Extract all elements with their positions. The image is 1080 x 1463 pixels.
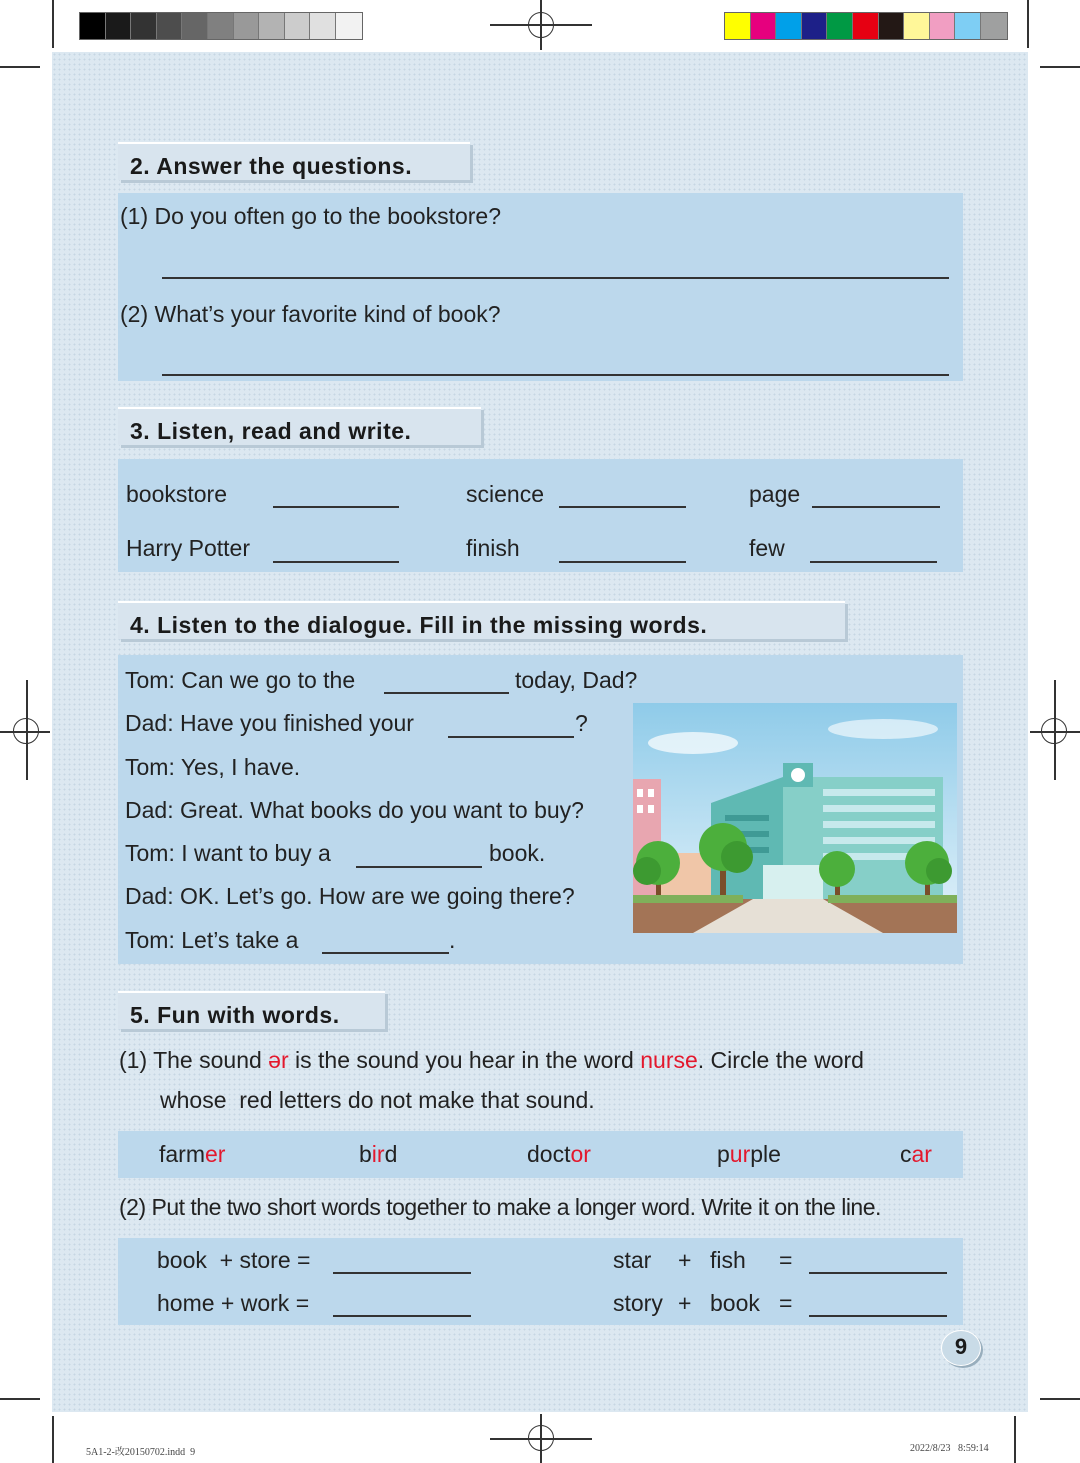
- grayscale-swatch: [336, 13, 362, 39]
- compound-2: home + work =: [157, 1290, 310, 1316]
- word-red-letters: ar: [911, 1141, 932, 1167]
- word-choice-3[interactable]: [527, 1141, 591, 1168]
- dialogue-line-1a: Tom: Can we go to the: [125, 667, 356, 693]
- blank-line[interactable]: [809, 1315, 947, 1317]
- answer-line-1[interactable]: [162, 277, 949, 279]
- grayscale-swatch: [234, 13, 260, 39]
- blank-line[interactable]: [333, 1272, 471, 1274]
- instruction-text: . Circle the word: [697, 1047, 864, 1073]
- word-science: science: [466, 481, 544, 507]
- compound-3-word-a: star: [613, 1247, 652, 1273]
- blank-line[interactable]: [322, 952, 449, 954]
- color-swatch: [930, 13, 956, 39]
- blank-line[interactable]: [809, 1272, 947, 1274]
- crop-mark: [0, 66, 40, 68]
- blank-line[interactable]: [559, 561, 686, 563]
- grayscale-swatch: [80, 13, 106, 39]
- dialogue-line-7a: Tom: Let’s take a: [125, 927, 299, 953]
- color-swatch: [827, 13, 853, 39]
- instruction-text: (1) The sound: [119, 1047, 269, 1073]
- word-finish: finish: [466, 535, 520, 561]
- dialogue-line-4: Dad: Great. What books do you want to buy?: [125, 797, 584, 823]
- crop-mark: [52, 1416, 54, 1463]
- instruction-2: (2) Put the two short words together to make a longer word. Write it on the line.: [119, 1194, 881, 1220]
- compound-4-word-b: book: [710, 1290, 760, 1316]
- crop-mark: [52, 0, 54, 48]
- grayscale-swatch: [157, 13, 183, 39]
- compound-3-word-b: fish: [710, 1247, 746, 1273]
- color-swatch: [725, 13, 751, 39]
- word-choice-4[interactable]: [717, 1141, 781, 1168]
- word-harry-potter: Harry Potter: [126, 535, 250, 561]
- color-swatch: [879, 13, 905, 39]
- crop-mark: [1014, 1416, 1016, 1463]
- section-4-heading: 4. Listen to the dialogue. Fill in the missing words.: [118, 601, 845, 639]
- word-choice-5[interactable]: [900, 1141, 932, 1168]
- example-word: nurse: [640, 1047, 698, 1073]
- compound-3-plus: +: [678, 1247, 692, 1273]
- question-1: (1) Do you often go to the bookstore?: [120, 203, 502, 229]
- word-few: few: [749, 535, 785, 561]
- blank-line[interactable]: [356, 866, 482, 868]
- dialogue-line-7b: .: [449, 927, 456, 953]
- blank-line[interactable]: [810, 561, 937, 563]
- word-part: b: [359, 1141, 372, 1167]
- section-2-heading: 2. Answer the questions.: [118, 142, 470, 180]
- word-bookstore: bookstore: [126, 481, 228, 507]
- word-red-letters: or: [570, 1141, 591, 1167]
- color-swatch: [776, 13, 802, 39]
- dialogue-line-2a: Dad: Have you finished your: [125, 710, 414, 736]
- blank-line[interactable]: [273, 561, 399, 563]
- grayscale-swatch: [259, 13, 285, 39]
- compound-4-word-a: story: [613, 1290, 663, 1316]
- word-red-letters: ur: [729, 1141, 751, 1167]
- page-number: 9: [954, 1334, 968, 1359]
- color-swatch: [751, 13, 777, 39]
- word-red-letters: ir: [371, 1141, 385, 1167]
- word-part: doct: [527, 1141, 571, 1167]
- grayscale-swatch: [182, 13, 208, 39]
- word-red-letters: er: [205, 1141, 226, 1167]
- sound-symbol: ər: [268, 1047, 289, 1073]
- crop-mark: [0, 1398, 40, 1400]
- word-part: ple: [750, 1141, 781, 1167]
- crop-mark: [1040, 66, 1080, 68]
- color-swatch: [904, 13, 930, 39]
- word-part: c: [900, 1141, 912, 1167]
- bookstore-illustration: [633, 703, 957, 933]
- crop-mark: [1027, 0, 1029, 48]
- color-swatch: [981, 13, 1007, 39]
- footer-file-info: 5A1-2-改20150702.indd 9: [86, 1447, 196, 1458]
- answer-line-2[interactable]: [162, 374, 949, 376]
- grayscale-swatch: [106, 13, 132, 39]
- color-swatch: [955, 13, 981, 39]
- dialogue-line-6: Dad: OK. Let’s go. How are we going there?: [125, 883, 575, 909]
- footer-timestamp: 2022/8/23 8:59:14: [910, 1443, 989, 1454]
- blank-line[interactable]: [384, 692, 509, 694]
- blank-line[interactable]: [333, 1315, 471, 1317]
- grayscale-swatch: [208, 13, 234, 39]
- grayscale-bar: [79, 12, 363, 40]
- dialogue-line-2b: ?: [575, 710, 588, 736]
- instruction-1-line-2: whose red letters do not make that sound.: [160, 1087, 595, 1113]
- compound-1: book + store =: [157, 1247, 311, 1273]
- compound-4-plus: +: [678, 1290, 692, 1316]
- word-choice-2[interactable]: [359, 1141, 397, 1168]
- grayscale-swatch: [131, 13, 157, 39]
- grayscale-swatch: [310, 13, 336, 39]
- word-choice-1[interactable]: [159, 1141, 225, 1168]
- question-2: (2) What’s your favorite kind of book?: [120, 301, 501, 327]
- crop-mark: [1040, 1398, 1080, 1400]
- blank-line[interactable]: [812, 506, 940, 508]
- grayscale-swatch: [285, 13, 311, 39]
- word-page: page: [749, 481, 801, 507]
- instruction-1-line-1: [119, 1047, 864, 1074]
- dialogue-line-5a: Tom: I want to buy a: [125, 840, 331, 866]
- word-part: farm: [159, 1141, 205, 1167]
- blank-line[interactable]: [559, 506, 686, 508]
- word-part: d: [384, 1141, 398, 1167]
- dialogue-line-1b: today, Dad?: [515, 667, 638, 693]
- color-bar: [724, 12, 1008, 40]
- word-part: p: [717, 1141, 730, 1167]
- blank-line[interactable]: [448, 736, 574, 738]
- instruction-text: is the sound you hear in the word: [288, 1047, 641, 1073]
- section-5-heading: 5. Fun with words.: [118, 991, 385, 1029]
- color-swatch: [802, 13, 828, 39]
- dialogue-line-5b: book.: [489, 840, 546, 866]
- blank-line[interactable]: [273, 506, 399, 508]
- color-swatch: [853, 13, 879, 39]
- compound-4-equals: =: [779, 1290, 793, 1316]
- compound-3-equals: =: [779, 1247, 793, 1273]
- section-3-heading: 3. Listen, read and write.: [118, 407, 481, 445]
- dialogue-line-3: Tom: Yes, I have.: [125, 754, 301, 780]
